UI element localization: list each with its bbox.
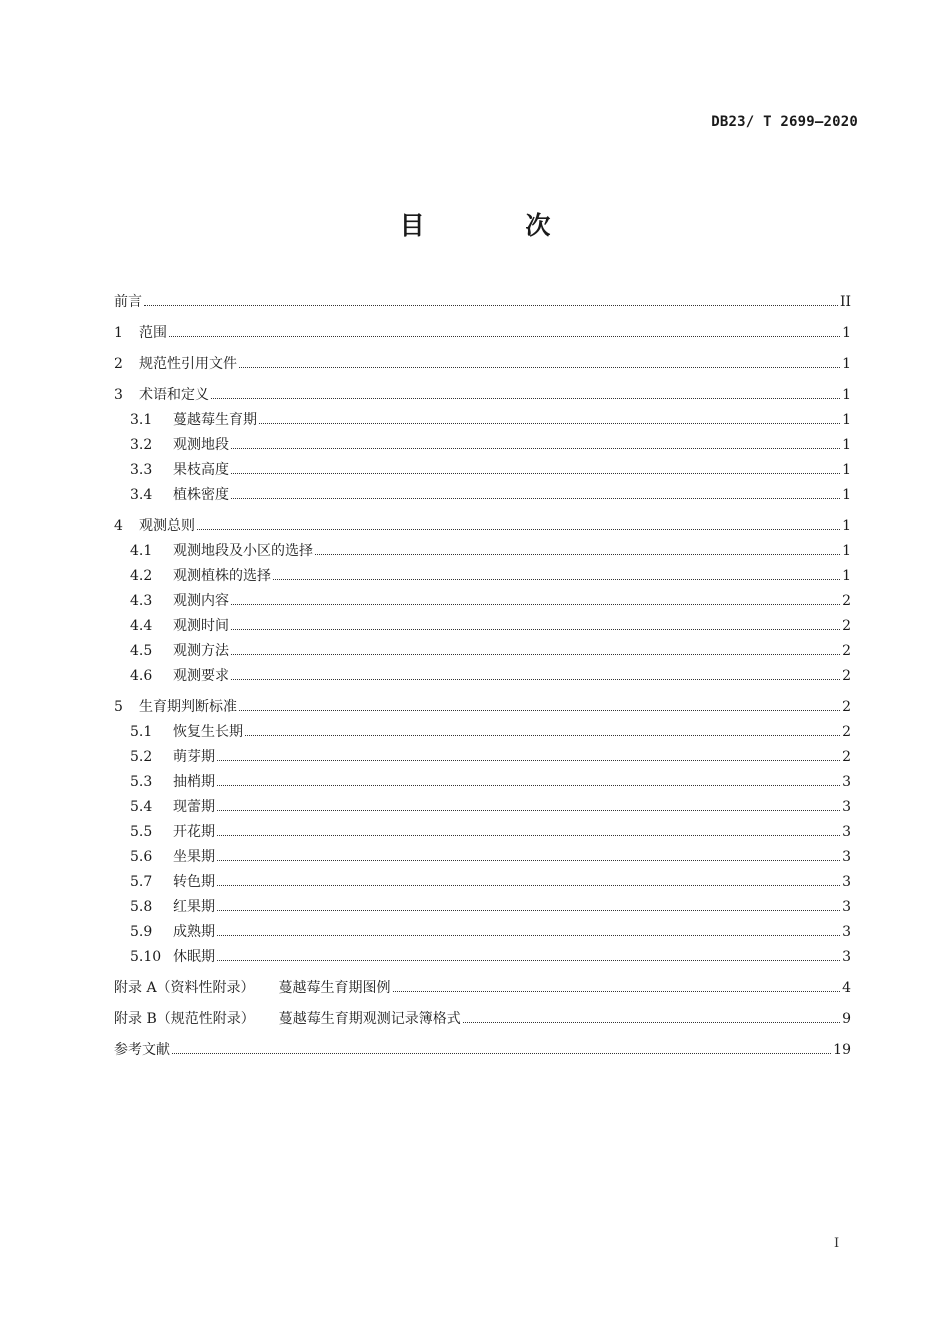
toc-entry-title: 抽梢期 (173, 774, 215, 790)
toc-entry[interactable] (114, 534, 851, 559)
toc-entry-title: 观测方法 (173, 643, 229, 659)
toc-entry-page: 2 (842, 749, 851, 765)
toc-entry-page: 1 (842, 568, 851, 584)
toc-entry[interactable] (114, 890, 851, 915)
toc-leader-dots (393, 991, 841, 992)
toc-entry-title: 规范性引用文件 (139, 356, 237, 372)
toc-entry-number: 4.6 (130, 668, 153, 684)
toc-entry-title: 蔓越莓生育期 (173, 412, 257, 428)
toc-leader-dots (231, 498, 840, 499)
toc-entry[interactable] (114, 609, 851, 634)
toc-leader-dots (217, 785, 840, 786)
toc-entry-title: 红果期 (173, 899, 215, 915)
toc-entry[interactable] (114, 715, 851, 740)
toc-leader-dots (231, 679, 840, 680)
toc-entry-page: 1 (842, 437, 851, 453)
toc-leader-dots (211, 398, 840, 399)
toc-entry-number: 5.2 (130, 749, 153, 765)
page-title: 目 次 (399, 211, 597, 240)
toc-entry[interactable] (114, 865, 851, 890)
toc-leader-dots (231, 448, 840, 449)
toc-entry-number: 5.7 (130, 874, 153, 890)
toc-entry-number: 4.4 (130, 618, 153, 634)
toc-entry-page: II (839, 294, 851, 310)
toc-leader-dots (172, 1053, 831, 1054)
toc-leader-dots (239, 710, 840, 711)
toc-entry-page: 2 (842, 618, 851, 634)
toc-entry-title: 休眠期 (173, 949, 215, 965)
toc-entry-title: 范围 (139, 325, 167, 341)
toc-entry-title: 蔓越莓生育期图例 (278, 980, 391, 996)
toc-entry[interactable] (114, 1002, 851, 1027)
toc-entry-number: 3.3 (130, 462, 153, 478)
toc-entry-page: 4 (842, 980, 851, 996)
toc-entry-number: 3.2 (130, 437, 153, 453)
toc-entry-title: 观测要求 (173, 668, 229, 684)
toc-leader-dots (231, 629, 840, 630)
toc-entry-page: 3 (842, 924, 851, 940)
toc-entry-number: 附录 B（规范性附录） (114, 1011, 255, 1027)
toc-entry-page: 3 (842, 874, 851, 890)
toc-entry[interactable] (114, 1033, 851, 1058)
toc-entry[interactable] (114, 403, 851, 428)
toc-leader-dots (259, 423, 840, 424)
toc-entry-title: 观测内容 (173, 593, 229, 609)
toc-leader-dots (273, 579, 840, 580)
table-of-contents (114, 285, 851, 1058)
toc-entry-number: 5.1 (130, 724, 153, 740)
toc-entry[interactable] (114, 478, 851, 503)
toc-entry-page: 1 (842, 518, 851, 534)
toc-entry-title: 萌芽期 (173, 749, 215, 765)
toc-entry-title: 观测总则 (139, 518, 195, 534)
toc-entry[interactable] (114, 285, 851, 310)
toc-entry-page: 1 (842, 412, 851, 428)
toc-leader-dots (197, 529, 840, 530)
toc-entry-number: 3 (114, 387, 123, 403)
toc-entry-page: 2 (842, 668, 851, 684)
toc-leader-dots (231, 473, 840, 474)
toc-entry[interactable] (114, 509, 851, 534)
toc-entry-page: 3 (842, 774, 851, 790)
toc-entry-number: 5.5 (130, 824, 153, 840)
toc-leader-dots (217, 760, 840, 761)
toc-entry-title: 果枝高度 (173, 462, 229, 478)
toc-entry-title: 蔓越莓生育期观测记录簿格式 (278, 1011, 461, 1027)
toc-entry-page: 3 (842, 824, 851, 840)
standard-code: DB23/ T 2699—2020 (711, 114, 858, 130)
toc-entry-number: 4.3 (130, 593, 153, 609)
toc-entry-page: 2 (842, 643, 851, 659)
toc-leader-dots (315, 554, 840, 555)
toc-entry[interactable] (114, 453, 851, 478)
toc-entry-number: 4.1 (130, 543, 153, 559)
toc-entry-title: 现蕾期 (173, 799, 215, 815)
toc-leader-dots (239, 367, 840, 368)
toc-leader-dots (463, 1022, 840, 1023)
toc-entry-number: 4.5 (130, 643, 153, 659)
toc-entry-number: 5.3 (130, 774, 153, 790)
toc-entry-title: 恢复生长期 (173, 724, 243, 740)
toc-entry-number: 3.1 (130, 412, 153, 428)
toc-entry-number: 4 (114, 518, 123, 534)
toc-entry-title: 开花期 (173, 824, 215, 840)
toc-entry-number: 5.10 (130, 949, 162, 965)
toc-entry-page: 1 (842, 325, 851, 341)
toc-entry-title: 观测地段 (173, 437, 229, 453)
toc-entry-page: 2 (842, 699, 851, 715)
toc-entry[interactable] (114, 347, 851, 372)
toc-leader-dots (217, 910, 840, 911)
toc-entry-title: 前言 (114, 294, 142, 310)
toc-leader-dots (217, 810, 840, 811)
toc-entry[interactable] (114, 634, 851, 659)
toc-entry[interactable] (114, 740, 851, 765)
toc-entry-number: 5.6 (130, 849, 153, 865)
toc-leader-dots (217, 885, 840, 886)
toc-entry-number: 4.2 (130, 568, 153, 584)
toc-entry-page: 9 (842, 1011, 851, 1027)
toc-entry-number: 附录 A（资料性附录） (114, 980, 255, 996)
toc-entry-page: 1 (842, 356, 851, 372)
toc-entry[interactable] (114, 316, 851, 341)
toc-leader-dots (217, 835, 840, 836)
toc-entry[interactable] (114, 378, 851, 403)
toc-entry-number: 5.9 (130, 924, 153, 940)
toc-entry[interactable] (114, 915, 851, 940)
toc-leader-dots (231, 654, 840, 655)
toc-entry-page: 3 (842, 799, 851, 815)
toc-entry[interactable] (114, 584, 851, 609)
toc-entry-page: 3 (842, 849, 851, 865)
toc-entry-title: 参考文献 (114, 1042, 170, 1058)
page-number: I (834, 1236, 840, 1251)
toc-entry[interactable] (114, 790, 851, 815)
toc-entry-number: 5.4 (130, 799, 153, 815)
toc-entry-number: 5.8 (130, 899, 153, 915)
toc-entry-page: 1 (842, 487, 851, 503)
toc-entry-title: 坐果期 (173, 849, 215, 865)
toc-leader-dots (245, 735, 840, 736)
toc-leader-dots (217, 960, 840, 961)
toc-entry[interactable] (114, 840, 851, 865)
toc-entry-page: 3 (842, 899, 851, 915)
toc-entry[interactable] (114, 940, 851, 965)
toc-leader-dots (231, 604, 840, 605)
toc-entry-title: 生育期判断标准 (139, 699, 237, 715)
toc-leader-dots (169, 336, 840, 337)
toc-entry-page: 1 (842, 462, 851, 478)
toc-entry-page: 19 (833, 1042, 851, 1058)
toc-entry-title: 观测植株的选择 (173, 568, 271, 584)
toc-entry-title: 转色期 (173, 874, 215, 890)
toc-entry-title: 成熟期 (173, 924, 215, 940)
toc-entry-page: 1 (842, 543, 851, 559)
toc-entry-number: 5 (114, 699, 123, 715)
toc-entry-number: 1 (114, 325, 123, 341)
toc-entry-title: 植株密度 (173, 487, 229, 503)
toc-entry-page: 3 (842, 949, 851, 965)
toc-entry[interactable] (114, 559, 851, 584)
toc-entry[interactable] (114, 971, 851, 996)
toc-entry-title: 术语和定义 (139, 387, 209, 403)
toc-entry-number: 3.4 (130, 487, 153, 503)
toc-entry-page: 2 (842, 593, 851, 609)
toc-entry-title: 观测时间 (173, 618, 229, 634)
toc-entry-number: 2 (114, 356, 123, 372)
toc-entry[interactable] (114, 659, 851, 684)
toc-entry-title: 观测地段及小区的选择 (173, 543, 313, 559)
toc-entry[interactable] (114, 690, 851, 715)
toc-entry[interactable] (114, 428, 851, 453)
toc-leader-dots (144, 305, 838, 306)
toc-entry-page: 1 (842, 387, 851, 403)
toc-leader-dots (217, 860, 840, 861)
toc-entry[interactable] (114, 765, 851, 790)
toc-leader-dots (217, 935, 840, 936)
toc-entry[interactable] (114, 815, 851, 840)
toc-entry-page: 2 (842, 724, 851, 740)
